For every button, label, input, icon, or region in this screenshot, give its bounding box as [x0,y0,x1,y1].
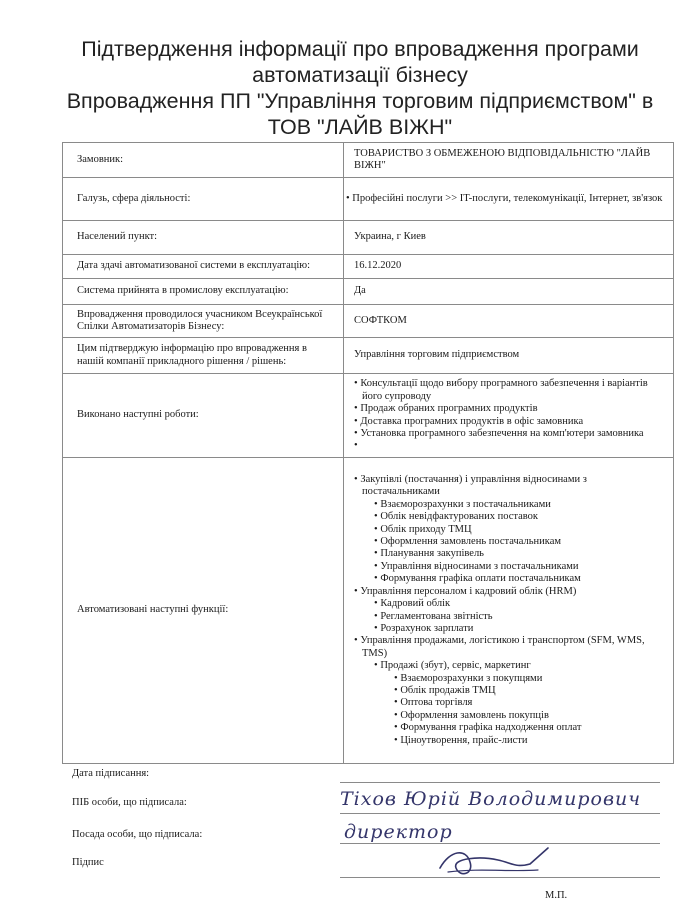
list-item: • Кадровий облік [374,598,665,610]
list-item: • Управління відносинами з постачальниками [374,561,665,573]
function-group: • Управління продажами, логістикою і транспортом (SFM, WMS, TMS) • Продажі (збут), сервіс, маркетинг • Взаєморозрахунки з покупцями • Облік продажів ТМЦ • Оптова торгівля • Оформлення замовлень покупців • Формування графіка надходження оплат • Ціноутворення, прайс-листи [354,635,665,747]
accepted-value: Да [344,279,674,305]
table-row [63,458,674,764]
list-item: • Формування графіка оплати постачальникам [374,573,665,585]
functions-value [344,458,674,764]
list-item: • Планування закупівель [374,548,665,560]
list-item: • Ціноутворення, прайс-листи [394,735,665,747]
customer-value: ТОВАРИСТВО З ОБМЕЖЕНОЮ ВІДПОВІДАЛЬНІСТЮ "ЛАЙВ ВІЖН" [344,143,674,178]
handover-date-label: Дата здачі автоматизованої системи в експлуатацію: [63,255,344,279]
title-line-3: Впровадження ПП "Управління торговим підприємством" в [66,89,654,113]
solution-label: Цим підтверджую інформацію про впровадження в нашій компанії прикладного рішення / рішень: [63,338,344,374]
list-item: • Облік невідфактурованих поставок [374,511,665,523]
table-row [63,338,674,374]
list-item: • Розрахунок зарплати [374,623,665,635]
title-line-1: Підтвердження інформації про впровадження програми [81,37,639,61]
list-item [354,440,665,452]
table-row [63,143,674,178]
list-item: • Консультації щодо вибору програмного забезпечення і варіантів його супроводу [354,378,665,403]
list-item: • Облік продажів ТМЦ [394,685,665,697]
list-item: • Регламентована звітність [374,611,665,623]
solution-value: Управління торговим підприємством [344,338,674,374]
info-table [62,142,674,764]
title-line-4: ТОВ "ЛАЙВ ВІЖН" [267,115,453,139]
implementer-label: Впровадження проводилося учасником Всеукраїнської Спілки Автоматизаторів Бізнесу: [63,305,344,338]
function-group: • Управління персоналом і кадровий облік (HRM) • Кадровий облік • Регламентована звітність • Розрахунок зарплати [354,586,665,636]
works-label: Виконано наступні роботи: [63,374,344,458]
customer-label: Замовник: [63,143,344,178]
table-row [63,374,674,458]
accepted-label: Система прийнята в промислову експлуатацію: [63,279,344,305]
city-value: Украина, г Киев [344,221,674,255]
stamp-placeholder-label: М.П. [545,890,568,901]
industry-label: Галузь, сфера діяльності: [63,178,344,221]
table-row [63,255,674,279]
list-item: • Продаж обраних програмних продуктів [354,403,665,415]
table-row [63,221,674,255]
list-item: • Установка програмного забезпечення на комп'ютери замовника [354,428,665,440]
signer-name-label: ПІБ особи, що підписала: [72,797,187,808]
function-group: • Закупівлі (постачання) і управління відносинами з постачальниками • Взаєморозрахунки з постачальниками • Облік невідфактурованих поставок • Облік приходу ТМЦ • Оформлення замовлень постачальникам • Планування закупівель • Управління відносинами з постачальниками • Формування графіка оплати постачальникам [354,474,665,586]
list-item: • Оптова торгівля [394,697,665,709]
document-title [40,36,680,140]
function-subgroup: • Продажі (збут), сервіс, маркетинг • Взаєморозрахунки з покупцями • Облік продажів ТМЦ • Оптова торгівля • Оформлення замовлень покупців • Формування графіка надходження оплат • Ціноутворення, прайс-листи [374,660,665,747]
signer-name-line [340,813,660,814]
handover-date-value: 16.12.2020 [344,255,674,279]
list-item: • Оформлення замовлень покупців [394,710,665,722]
functions-label: Автоматизовані наступні функції: [63,458,344,764]
table-row [63,178,674,221]
list-item: • Взаєморозрахунки з покупцями [394,673,665,685]
industry-value: • Професійні послуги >> IT-послуги, телекомунікації, Інтернет, зв'язок [344,178,674,221]
works-value [344,374,674,458]
signer-position-handwriting: директор [344,821,453,843]
list-item: • Оформлення замовлень постачальникам [374,536,665,548]
table-row [63,305,674,338]
signer-position-label: Посада особи, що підписала: [72,829,203,840]
list-item: • Формування графіка надходження оплат [394,722,665,734]
signature-date-line [340,782,660,783]
table-row [63,279,674,305]
signature-scribble [420,838,570,886]
implementer-value: СОФТКОМ [344,305,674,338]
list-item: • Взаєморозрахунки з постачальниками [374,499,665,511]
signature-date-label: Дата підписання: [72,768,150,779]
list-item: • Облік приходу ТМЦ [374,524,665,536]
list-item: • Доставка програмних продуктів в офіс замовника [354,416,665,428]
title-line-2: автоматизації бізнесу [252,63,468,87]
city-label: Населений пункт: [63,221,344,255]
signer-name-handwriting: Тіхов Юрій Володимирович [340,788,642,810]
signature-label: Підпис [72,857,104,868]
